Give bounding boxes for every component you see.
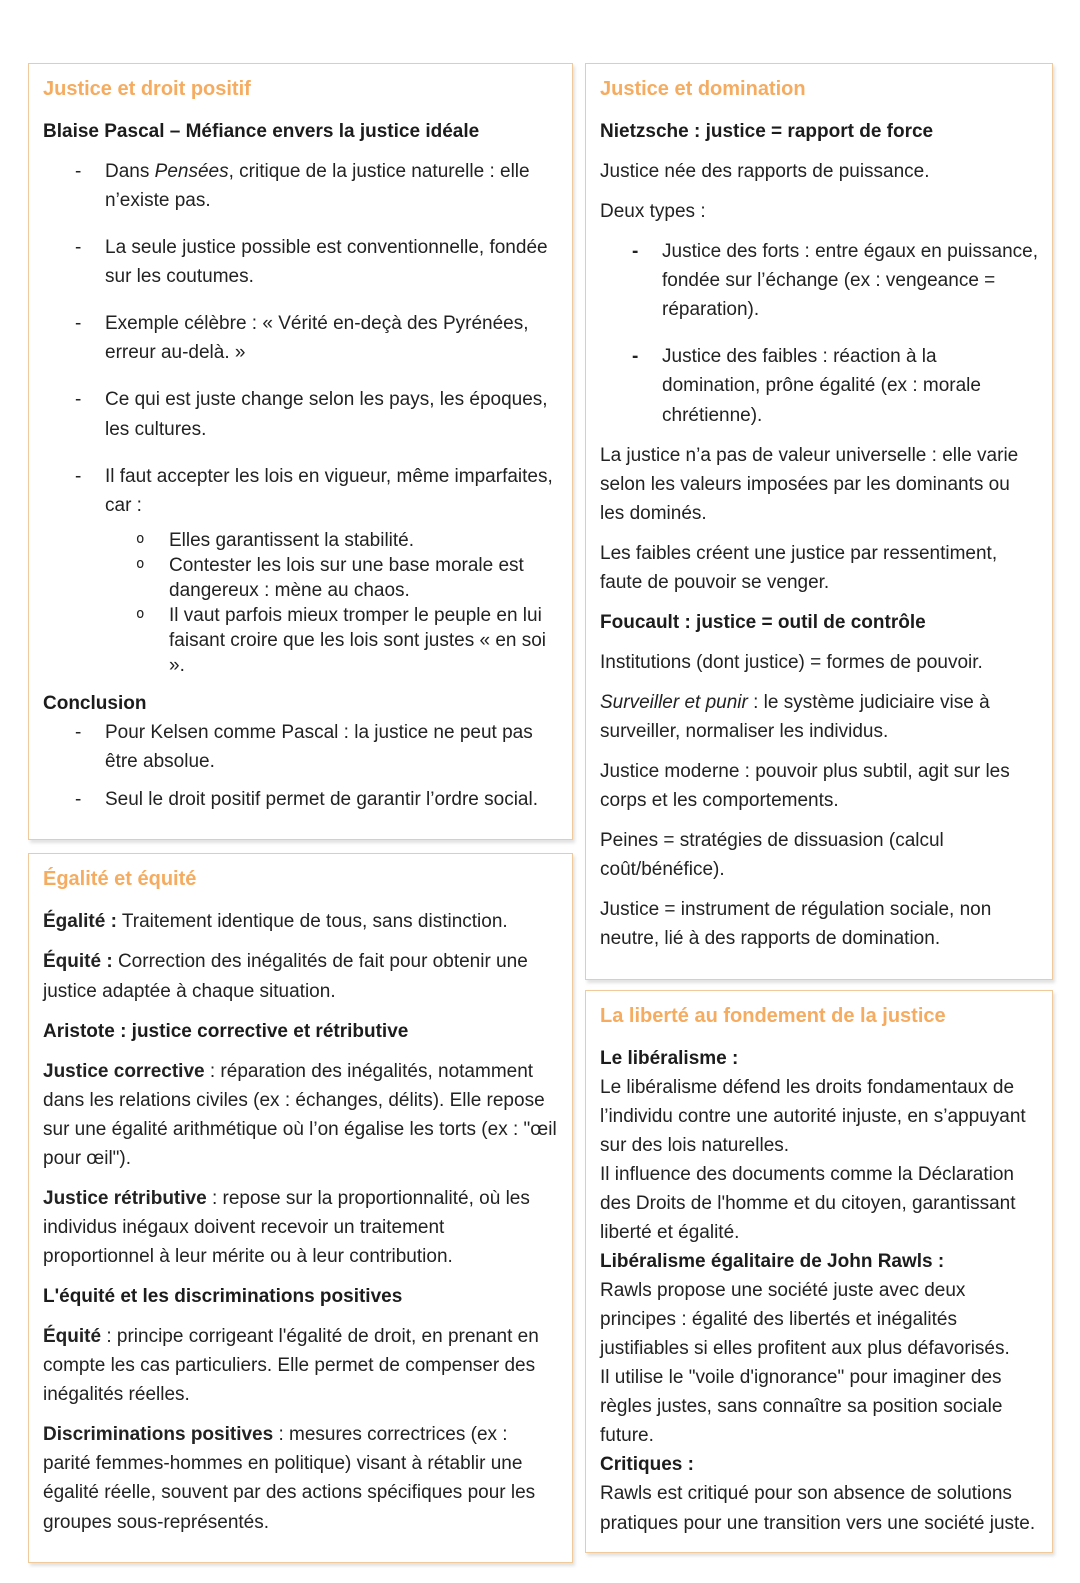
bullet-list — [43, 718, 558, 814]
text-run: Le libéralisme : — [600, 1047, 739, 1069]
paragraph — [43, 947, 558, 1005]
bullet-item — [43, 309, 558, 367]
bullet-list — [43, 157, 558, 678]
text-run: Deux types : — [600, 201, 706, 223]
section-heading — [600, 1450, 1038, 1479]
text-run: Seul le droit positif permet de garantir l’ordre social. — [105, 789, 538, 811]
bullet-item — [43, 718, 558, 776]
section-heading — [43, 1282, 558, 1311]
paragraph — [43, 907, 558, 936]
text-run: Libéralisme égalitaire de John Rawls : — [600, 1250, 945, 1272]
section-heading — [43, 1017, 558, 1046]
box-title: Justice et domination — [600, 78, 806, 100]
text-run: Les faibles créent une justice par ressentiment, faute de pouvoir se venger. — [600, 542, 998, 593]
text-run: Blaise Pascal – Méfiance envers la justice idéale — [43, 121, 480, 142]
text-run: Pour Kelsen comme Pascal : la justice ne peut pas être absolue. — [105, 722, 533, 773]
bullet-list — [600, 237, 1038, 429]
text-run: Justice moderne : pouvoir plus subtil, agit sur les corps et les comportements. — [600, 761, 1010, 812]
section-heading — [600, 1247, 1038, 1276]
paragraph — [600, 197, 1038, 226]
text-run: Aristote : justice corrective et rétributive — [43, 1020, 409, 1042]
bullet-item — [43, 157, 558, 215]
text-run: Justice rétributive — [43, 1187, 207, 1209]
text-run: : le système judiciaire vise à surveiller, normaliser les individus. — [600, 692, 990, 743]
section-heading — [43, 689, 558, 718]
bullet-item — [105, 528, 558, 553]
paragraph — [600, 648, 1038, 677]
section-heading — [43, 117, 558, 146]
text-run: : principe corrigeant l'égalité de droit, en prenant en compte les cas particuliers. Elle permet de compenser des inégalités réelles. — [43, 1326, 539, 1406]
box-body — [600, 1044, 1038, 1538]
paragraph — [600, 1160, 1038, 1247]
paragraph — [600, 1363, 1038, 1450]
section-heading — [600, 608, 1038, 637]
text-run: Équité : — [43, 951, 113, 973]
sub-bullet-list — [105, 528, 558, 678]
text-run: Rawls propose une société juste avec deux principes : égalité des libertés et inégalités justifiables si elles profitent aux plus défavorisés. — [600, 1280, 1010, 1360]
left-column — [28, 63, 573, 1563]
text-run: Institutions (dont justice) = formes de pouvoir. — [600, 651, 983, 673]
bullet-item — [600, 237, 1038, 324]
paragraph — [600, 539, 1038, 597]
box-justice-et-droit-positif — [28, 63, 573, 840]
paragraph — [43, 1057, 558, 1173]
paragraph — [600, 1073, 1038, 1160]
text-run: Elles garantissent la stabilité. — [169, 529, 415, 551]
text-run: Correction des inégalités de fait pour obtenir une justice adaptée à chaque situation. — [43, 951, 528, 1002]
text-run: Contester les lois sur une base morale est dangereux : mène au chaos. — [169, 554, 524, 601]
text-run: Pensées — [154, 161, 229, 183]
text-run: Dans — [105, 161, 155, 183]
text-run: , critique de la justice naturelle : elle n’existe pas. — [105, 161, 530, 212]
text-run: L'équité et les discriminations positives — [43, 1286, 403, 1308]
box-title: Égalité et équité — [43, 868, 197, 891]
text-run: Justice des faibles : réaction à la domination, prône égalité (ex : morale chrétienne). — [662, 346, 981, 426]
bullet-item — [43, 385, 558, 443]
bullet-item — [43, 785, 558, 814]
bullet-item — [600, 342, 1038, 429]
text-run: Équité — [43, 1326, 102, 1348]
box-title: La liberté au fondement de la justice — [600, 1004, 946, 1027]
bullet-item — [105, 603, 558, 678]
text-run: Surveiller et punir — [600, 692, 748, 713]
paragraph — [600, 157, 1038, 186]
bullet-item — [105, 553, 558, 603]
text-run: Peines = stratégies de dissuasion (calcul coût/bénéfice). — [600, 830, 944, 881]
text-run: Justice corrective — [43, 1060, 205, 1082]
text-run: Justice = instrument de régulation sociale, non neutre, lié à des rapports de domination. — [600, 899, 992, 950]
text-run: Discriminations positives — [43, 1424, 274, 1446]
text-run: Il utilise le "voile d'ignorance" pour imaginer des règles justes, sans connaître sa position sociale future. — [600, 1367, 1003, 1447]
text-run: Le libéralisme défend les droits fondamentaux de l’individu contre une autorité injuste, en s’appuyant sur des lois naturelles. — [600, 1076, 1026, 1156]
text-run: Traitement identique de tous, sans distinction. — [116, 911, 508, 933]
box-body — [43, 117, 558, 814]
text-run: Il vaut parfois mieux tromper le peuple en lui faisant croire que les lois sont justes « en soi ». — [169, 604, 547, 677]
text-run: Foucault : justice = outil de contrôle — [600, 611, 926, 633]
text-run: La seule justice possible est conventionnelle, fondée sur les coutumes. — [105, 237, 548, 288]
text-run: Ce qui est juste change selon les pays, les époques, les cultures. — [105, 389, 548, 440]
box-body — [600, 117, 1038, 954]
text-run: Égalité : — [43, 911, 117, 933]
section-heading — [600, 1044, 1038, 1073]
paragraph — [43, 1322, 558, 1409]
text-run: La justice n’a pas de valeur universelle : elle varie selon les valeurs imposées par les dominants ou les dominés. — [600, 444, 1019, 524]
bullet-item — [43, 233, 558, 291]
text-run: Justice née des rapports de puissance. — [600, 161, 930, 183]
paragraph — [600, 1479, 1038, 1537]
text-run: Nietzsche : justice = rapport de force — [600, 121, 934, 142]
paragraph — [600, 826, 1038, 884]
paragraph — [600, 895, 1038, 953]
paragraph — [43, 1420, 558, 1536]
paragraph — [600, 441, 1038, 528]
text-run: Critiques : — [600, 1454, 694, 1476]
paragraph — [600, 757, 1038, 815]
box-title: Justice et droit positif — [43, 78, 251, 100]
paragraph — [600, 688, 1038, 746]
text-run: : mesures correctrices (ex : parité femmes-hommes en politique) visant à rétablir une égalité réelle, souvent par des actions spécifiques pour les groupes sous-représentés. — [43, 1424, 536, 1533]
text-run: : repose sur la proportionnalité, où les individus inégaux doivent recevoir un traitement proportionnel à leur mérite ou à leur contribution. — [43, 1187, 530, 1268]
text-run: Justice des forts : entre égaux en puissance, fondée sur l’échange (ex : vengeance = réparation). — [662, 241, 1038, 321]
box-liberte-au-fondement-de-la-justice — [585, 990, 1053, 1553]
text-run: Rawls est critiqué pour son absence de solutions pratiques pour une transition vers une société juste. — [600, 1483, 1036, 1534]
box-justice-et-domination — [585, 63, 1053, 980]
bullet-item — [43, 462, 558, 679]
text-run: Il influence des documents comme la Déclaration des Droits de l'homme et du citoyen, garantissant liberté et égalité. — [600, 1163, 1016, 1243]
paragraph — [600, 1276, 1038, 1363]
section-heading — [600, 117, 1038, 146]
box-egalite-et-equite — [28, 853, 573, 1562]
right-column — [585, 63, 1053, 1553]
text-run: Il faut accepter les lois en vigueur, même imparfaites, car : — [105, 465, 553, 516]
text-run: : réparation des inégalités, notamment dans les relations civiles (ex : échanges, délits). Elle repose sur une égalité arithmétique où l’on égalise les torts (ex : "œil pour œil"). — [43, 1060, 557, 1169]
text-run: Conclusion — [43, 693, 147, 715]
box-body — [43, 907, 558, 1536]
paragraph — [43, 1184, 558, 1271]
text-run: Exemple célèbre : « Vérité en-deçà des Pyrénées, erreur au-delà. » — [105, 313, 529, 364]
